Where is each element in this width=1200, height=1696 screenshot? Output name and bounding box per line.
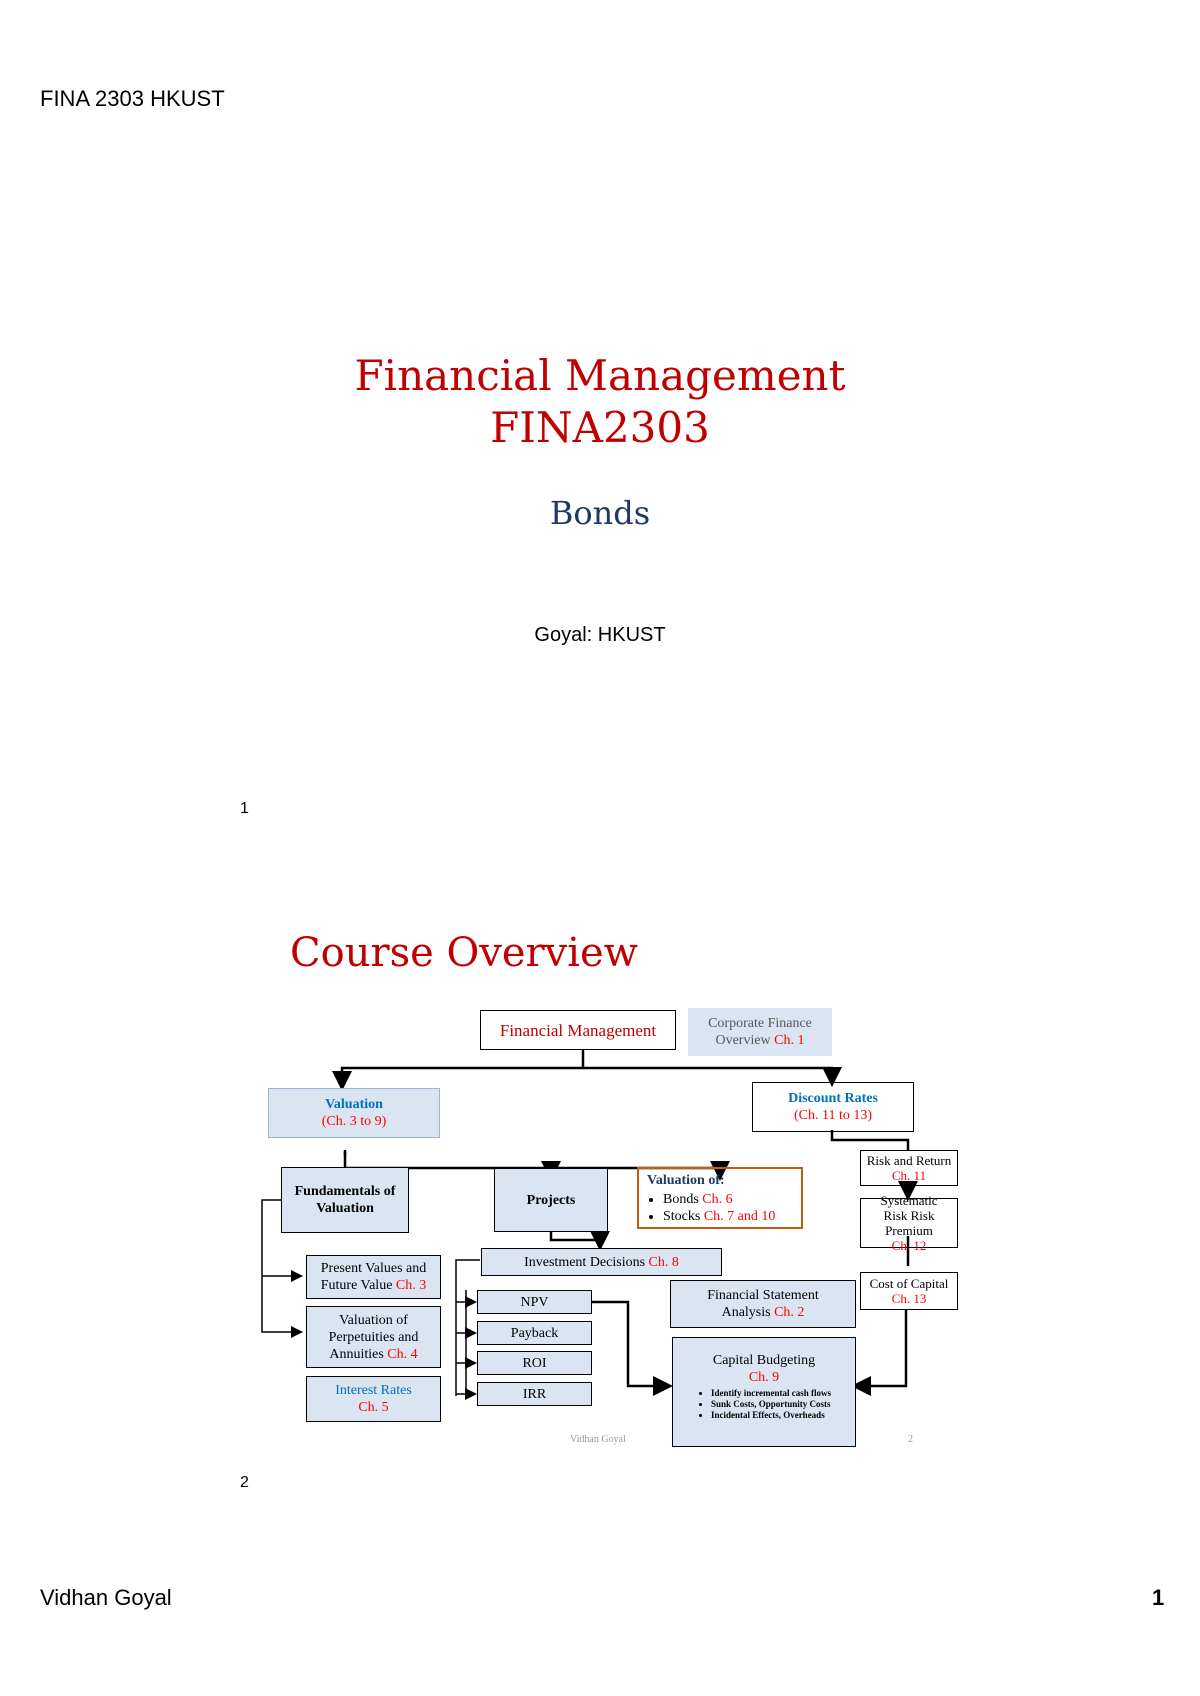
diagram-perpetuities: Valuation of Perpetuities and Annuities Ch. 4 (306, 1306, 441, 1368)
diagram-fundamentals: Fundamentals of Valuation (281, 1167, 409, 1233)
diagram-projects: Projects (494, 1168, 608, 1232)
diagram-interest-rates: Interest Rates Ch. 5 (306, 1376, 441, 1422)
footer-page-number: 1 (1152, 1585, 1165, 1610)
cb-bullet-3: • Incidental Effects, Overheads (711, 1410, 831, 1421)
diagram-investment-decisions: Investment Decisions Ch. 8 (481, 1248, 722, 1276)
slide2-footer-num: 2 (908, 1434, 913, 1445)
diagram-systematic-risk: Systematic Risk Risk Premium Ch. 12 (860, 1198, 958, 1248)
slide2-number: 2 (240, 1474, 249, 1491)
discount-rates-ch: (Ch. 11 to 13) (793, 1108, 873, 1123)
diagram-method-roi: ROI (477, 1351, 592, 1375)
corp-finance-ch: Ch. 1 (774, 1033, 805, 1048)
cb-bullet-2: • Sunk Costs, Opportunity Costs (711, 1399, 831, 1410)
diagram-method-irr: IRR (477, 1382, 592, 1406)
corp-finance-text: Corporate Finance Overview (708, 1016, 812, 1048)
cb-bullet-1: • Identify incremental cash flows (711, 1388, 831, 1399)
slide1-number: 1 (240, 800, 249, 817)
diagram-cost-of-capital: Cost of Capital Ch. 13 (860, 1272, 958, 1310)
diagram-discount-rates (752, 1082, 914, 1132)
diagram-pv-fv: Present Values and Future Value Ch. 3 (306, 1255, 441, 1299)
diagram-method-payback: Payback (477, 1321, 592, 1345)
diagram-method-npv: NPV (477, 1290, 592, 1314)
diagram-root: Financial Management (480, 1010, 676, 1050)
diagram-risk-return: Risk and Return Ch. 11 (860, 1150, 958, 1186)
slide1-author: Goyal: HKUST (534, 624, 666, 646)
discount-rates-title: Discount Rates (788, 1091, 878, 1106)
diagram-corp-finance (688, 1008, 832, 1056)
slide2-title: Course Overview (290, 930, 638, 976)
slide1-title-line1: Financial Management (354, 351, 846, 400)
valuation-title: Valuation (325, 1097, 383, 1112)
diagram-valuation-of (637, 1167, 803, 1229)
valuation-of-stocks: • Stocks Ch. 7 and 10 (663, 1208, 775, 1225)
valuation-of-title: Valuation of: (647, 1172, 725, 1188)
valuation-ch: (Ch. 3 to 9) (321, 1114, 387, 1129)
diagram-capital-budgeting: Capital Budgeting Ch. 9 • Identify incremental cash flows • Sunk Costs, Opportunity Costs • Incidental Effects, Overheads (672, 1337, 856, 1447)
valuation-of-bonds: • Bonds Ch. 6 (663, 1191, 775, 1208)
diagram-valuation (268, 1088, 440, 1138)
slide2-footer-name: Vidhan Goyal (570, 1434, 626, 1445)
diagram-fsa: Financial Statement Analysis Ch. 2 (670, 1280, 856, 1328)
footer-name: Vidhan Goyal (40, 1585, 172, 1610)
slide1-subtitle: Bonds (549, 494, 651, 532)
header-course: FINA 2303 HKUST (40, 86, 225, 111)
slide1-title-line2: FINA2303 (490, 403, 710, 452)
